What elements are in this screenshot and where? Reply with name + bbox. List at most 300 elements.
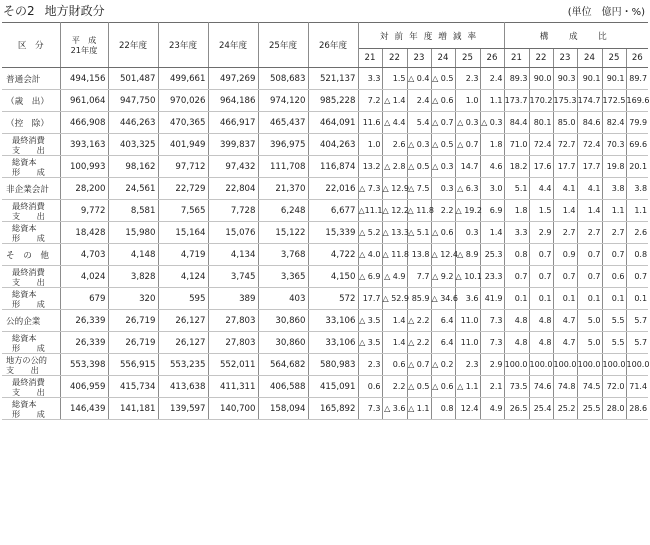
amount-cell: 24,561 xyxy=(108,178,158,200)
amount-cell: 3,745 xyxy=(208,266,258,288)
composition-cell: 5.0 xyxy=(577,310,602,332)
composition-cell: 169.6 xyxy=(626,90,648,112)
yoy-cell: 0.6 xyxy=(358,376,382,398)
amount-cell: 22,016 xyxy=(308,178,358,200)
composition-cell: 89.7 xyxy=(626,68,648,90)
composition-cell: 4.7 xyxy=(553,310,577,332)
yoy-year-header: 22 xyxy=(382,49,407,68)
amount-cell: 508,683 xyxy=(258,68,308,90)
amount-cell: 7,565 xyxy=(158,200,208,222)
composition-cell: 0.7 xyxy=(529,244,553,266)
table-row xyxy=(2,222,648,244)
composition-cell: 20.1 xyxy=(626,156,648,178)
heading-title: 地方財政分 xyxy=(44,4,105,18)
composition-cell: 100.0 xyxy=(602,354,626,376)
table-row xyxy=(2,288,648,310)
yoy-year-header: 23 xyxy=(407,49,431,68)
amount-cell: 97,712 xyxy=(158,156,208,178)
amount-cell: 466,917 xyxy=(208,112,258,134)
row-label: 地方の公的 支 出 xyxy=(2,354,60,376)
amount-cell: 3,828 xyxy=(108,266,158,288)
composition-cell: 73.5 xyxy=(504,376,529,398)
table-row xyxy=(2,178,648,200)
yoy-cell: △ 8.9 xyxy=(455,244,480,266)
row-label: 最終消費 支 出 xyxy=(2,200,60,222)
amount-cell: 393,163 xyxy=(60,134,108,156)
composition-cell: 5.5 xyxy=(602,332,626,354)
amount-cell: 6,248 xyxy=(258,200,308,222)
yoy-cell: 6.4 xyxy=(431,310,455,332)
yoy-cell: △ 34.6 xyxy=(431,288,455,310)
yoy-cell: △ 0.6 xyxy=(431,90,455,112)
yoy-cell: △ 12.4 xyxy=(431,244,455,266)
yoy-cell: △ 4.9 xyxy=(382,266,407,288)
composition-cell: 0.1 xyxy=(529,288,553,310)
composition-cell: 89.3 xyxy=(504,68,529,90)
composition-cell: 84.4 xyxy=(504,112,529,134)
composition-cell: 0.8 xyxy=(626,244,648,266)
amount-cell: 320 xyxy=(108,288,158,310)
yoy-cell: △ 1.1 xyxy=(407,398,431,420)
yoy-cell: 0.3 xyxy=(431,178,455,200)
amount-cell: 22,729 xyxy=(158,178,208,200)
yoy-cell: △ 0.7 xyxy=(455,134,480,156)
yoy-cell: 2.3 xyxy=(455,68,480,90)
yoy-cell: 12.4 xyxy=(455,398,480,420)
amount-cell: 580,983 xyxy=(308,354,358,376)
yoy-cell: 7.3 xyxy=(358,398,382,420)
amount-cell: 28,200 xyxy=(60,178,108,200)
composition-cell: 71.4 xyxy=(626,376,648,398)
composition-cell: 2.7 xyxy=(553,222,577,244)
year-header: 23年度 xyxy=(158,23,208,68)
amount-cell: 470,365 xyxy=(158,112,208,134)
amount-cell: 4,722 xyxy=(308,244,358,266)
amount-cell: 556,915 xyxy=(108,354,158,376)
amount-cell: 413,638 xyxy=(158,376,208,398)
amount-cell: 26,339 xyxy=(60,332,108,354)
table-row xyxy=(2,200,648,222)
table-row xyxy=(2,376,648,398)
yoy-cell: 3.3 xyxy=(358,68,382,90)
amount-cell: 15,122 xyxy=(258,222,308,244)
composition-cell: 19.8 xyxy=(602,156,626,178)
composition-cell: 0.1 xyxy=(504,288,529,310)
yoy-cell: 13.8 xyxy=(407,244,431,266)
table-heading xyxy=(3,2,105,19)
amount-cell: 501,487 xyxy=(108,68,158,90)
composition-cell: 4.1 xyxy=(553,178,577,200)
row-label: そ の 他 xyxy=(2,244,60,266)
composition-cell: 25.4 xyxy=(529,398,553,420)
table-row xyxy=(2,310,648,332)
amount-cell: 553,398 xyxy=(60,354,108,376)
row-label: 非企業会計 xyxy=(2,178,60,200)
composition-cell: 5.7 xyxy=(626,310,648,332)
amount-cell: 97,432 xyxy=(208,156,258,178)
composition-cell: 17.6 xyxy=(529,156,553,178)
composition-cell: 69.6 xyxy=(626,134,648,156)
composition-cell: 74.8 xyxy=(553,376,577,398)
yoy-cell: △11.1 xyxy=(358,200,382,222)
yoy-cell: 25.3 xyxy=(480,244,504,266)
table-row xyxy=(2,112,648,134)
yoy-cell: △ 0.5 xyxy=(431,68,455,90)
composition-cell: 172.5 xyxy=(602,90,626,112)
composition-cell: 4.8 xyxy=(529,310,553,332)
amount-cell: 116,874 xyxy=(308,156,358,178)
amount-cell: 26,339 xyxy=(60,310,108,332)
yoy-cell: △ 12.9 xyxy=(382,178,407,200)
yoy-cell: △ 1.4 xyxy=(382,90,407,112)
amount-cell: 411,311 xyxy=(208,376,258,398)
amount-cell: 985,228 xyxy=(308,90,358,112)
yoy-cell: △ 0.3 xyxy=(431,156,455,178)
yoy-cell: △ 2.8 xyxy=(382,156,407,178)
yoy-cell: 2.2 xyxy=(382,376,407,398)
row-label: 総資本 形 成 xyxy=(2,398,60,420)
composition-cell: 70.3 xyxy=(602,134,626,156)
yoy-cell: △ 52.9 xyxy=(382,288,407,310)
yoy-cell: △ 0.5 xyxy=(407,156,431,178)
amount-cell: 389 xyxy=(208,288,258,310)
amount-cell: 415,091 xyxy=(308,376,358,398)
composition-cell: 82.4 xyxy=(602,112,626,134)
yoy-cell: 11.0 xyxy=(455,310,480,332)
amount-cell: 4,703 xyxy=(60,244,108,266)
composition-cell: 5.7 xyxy=(626,332,648,354)
amount-cell: 27,803 xyxy=(208,310,258,332)
yoy-cell: 5.4 xyxy=(407,112,431,134)
yoy-cell: △ 0.3 xyxy=(407,134,431,156)
finance-table xyxy=(2,22,648,420)
amount-cell: 26,127 xyxy=(158,310,208,332)
yoy-cell: 2.4 xyxy=(480,68,504,90)
table-row xyxy=(2,134,648,156)
yoy-cell: △ 0.4 xyxy=(407,68,431,90)
amount-cell: 552,011 xyxy=(208,354,258,376)
composition-cell: 17.7 xyxy=(577,156,602,178)
yoy-cell: 0.6 xyxy=(382,354,407,376)
amount-cell: 553,235 xyxy=(158,354,208,376)
table-row xyxy=(2,398,648,420)
amount-cell: 140,700 xyxy=(208,398,258,420)
yoy-cell: △ 0.5 xyxy=(431,134,455,156)
composition-cell: 90.1 xyxy=(577,68,602,90)
composition-cell: 0.1 xyxy=(626,288,648,310)
amount-cell: 111,708 xyxy=(258,156,308,178)
composition-year-header: 26 xyxy=(626,49,648,68)
composition-cell: 74.5 xyxy=(577,376,602,398)
yoy-cell: △ 3.5 xyxy=(358,310,382,332)
table-row xyxy=(2,68,648,90)
composition-cell: 72.4 xyxy=(577,134,602,156)
amount-cell: 564,682 xyxy=(258,354,308,376)
yoy-cell: 7.3 xyxy=(480,332,504,354)
yoy-cell: 2.9 xyxy=(480,354,504,376)
composition-cell: 25.5 xyxy=(577,398,602,420)
yoy-cell: △ 0.6 xyxy=(431,222,455,244)
yoy-cell: △ 2.2 xyxy=(407,332,431,354)
amount-cell: 4,150 xyxy=(308,266,358,288)
yoy-cell: 1.4 xyxy=(382,310,407,332)
composition-cell: 80.1 xyxy=(529,112,553,134)
amount-cell: 30,860 xyxy=(258,310,308,332)
composition-cell: 100.0 xyxy=(529,354,553,376)
yoy-cell: 17.7 xyxy=(358,288,382,310)
amount-cell: 521,137 xyxy=(308,68,358,90)
yoy-cell: △ 0.3 xyxy=(480,112,504,134)
table-row xyxy=(2,266,648,288)
yoy-year-header: 21 xyxy=(358,49,382,68)
row-label: 最終消費 支 出 xyxy=(2,266,60,288)
amount-cell: 974,120 xyxy=(258,90,308,112)
yoy-cell: 2.6 xyxy=(382,134,407,156)
yoy-cell: 1.1 xyxy=(480,90,504,112)
amount-cell: 396,975 xyxy=(258,134,308,156)
amount-cell: 139,597 xyxy=(158,398,208,420)
year-header: 平 成 21年度 xyxy=(60,23,108,68)
composition-cell: 2.6 xyxy=(626,222,648,244)
amount-cell: 9,772 xyxy=(60,200,108,222)
amount-cell: 494,156 xyxy=(60,68,108,90)
composition-cell: 3.8 xyxy=(602,178,626,200)
composition-cell: 5.0 xyxy=(577,332,602,354)
composition-cell: 72.4 xyxy=(529,134,553,156)
composition-group-header: 構 成 比 xyxy=(504,23,648,49)
composition-cell: 4.8 xyxy=(504,332,529,354)
yoy-cell: 7.3 xyxy=(480,310,504,332)
yoy-cell: 0.3 xyxy=(455,222,480,244)
amount-cell: 4,124 xyxy=(158,266,208,288)
yoy-cell: 2.2 xyxy=(431,200,455,222)
composition-cell: 2.7 xyxy=(602,222,626,244)
row-label: 総資本 形 成 xyxy=(2,222,60,244)
composition-cell: 0.6 xyxy=(602,266,626,288)
amount-cell: 499,661 xyxy=(158,68,208,90)
amount-cell: 7,728 xyxy=(208,200,258,222)
yoy-cell: △ 4.4 xyxy=(382,112,407,134)
composition-year-header: 22 xyxy=(529,49,553,68)
composition-cell: 170.2 xyxy=(529,90,553,112)
amount-cell: 403 xyxy=(258,288,308,310)
composition-cell: 1.4 xyxy=(577,200,602,222)
amount-cell: 399,837 xyxy=(208,134,258,156)
row-label: 総資本 形 成 xyxy=(2,288,60,310)
amount-cell: 964,186 xyxy=(208,90,258,112)
composition-cell: 5.5 xyxy=(602,310,626,332)
year-header: 26年度 xyxy=(308,23,358,68)
composition-cell: 0.7 xyxy=(602,244,626,266)
yoy-cell: △ 1.1 xyxy=(455,376,480,398)
row-label: 公的企業 xyxy=(2,310,60,332)
year-header: 22年度 xyxy=(108,23,158,68)
amount-cell: 4,148 xyxy=(108,244,158,266)
composition-cell: 72.7 xyxy=(553,134,577,156)
yoy-cell: △ 10.1 xyxy=(455,266,480,288)
yoy-cell: △ 0.3 xyxy=(455,112,480,134)
composition-cell: 74.6 xyxy=(529,376,553,398)
yoy-cell: △ 19.2 xyxy=(455,200,480,222)
yoy-cell: △ 3.6 xyxy=(382,398,407,420)
yoy-cell: 1.4 xyxy=(480,222,504,244)
composition-cell: 90.3 xyxy=(553,68,577,90)
yoy-year-header: 25 xyxy=(455,49,480,68)
table-row xyxy=(2,332,648,354)
composition-year-header: 24 xyxy=(577,49,602,68)
composition-cell: 0.8 xyxy=(504,244,529,266)
composition-cell: 100.0 xyxy=(553,354,577,376)
amount-cell: 446,263 xyxy=(108,112,158,134)
year-header: 24年度 xyxy=(208,23,258,68)
row-label: 総資本 形 成 xyxy=(2,332,60,354)
composition-cell: 173.7 xyxy=(504,90,529,112)
composition-cell: 0.7 xyxy=(553,266,577,288)
amount-cell: 158,094 xyxy=(258,398,308,420)
table-row xyxy=(2,354,648,376)
yoy-cell: △ 9.2 xyxy=(431,266,455,288)
composition-cell: 4.1 xyxy=(577,178,602,200)
row-label: （控 除） xyxy=(2,112,60,134)
amount-cell: 406,588 xyxy=(258,376,308,398)
composition-cell: 0.1 xyxy=(602,288,626,310)
yoy-cell: 1.4 xyxy=(382,332,407,354)
amount-cell: 30,860 xyxy=(258,332,308,354)
yoy-cell: 2.3 xyxy=(455,354,480,376)
yoy-cell: 6.4 xyxy=(431,332,455,354)
amount-cell: 98,162 xyxy=(108,156,158,178)
row-label: （歳 出） xyxy=(2,90,60,112)
yoy-cell: △ 3.5 xyxy=(358,332,382,354)
composition-year-header: 21 xyxy=(504,49,529,68)
amount-cell: 415,734 xyxy=(108,376,158,398)
row-label: 最終消費 支 出 xyxy=(2,134,60,156)
amount-cell: 15,076 xyxy=(208,222,258,244)
yoy-cell: △ 6.3 xyxy=(455,178,480,200)
table-row xyxy=(2,156,648,178)
composition-cell: 0.1 xyxy=(577,288,602,310)
amount-cell: 15,164 xyxy=(158,222,208,244)
amount-cell: 26,127 xyxy=(158,332,208,354)
yoy-cell: △ 4.0 xyxy=(358,244,382,266)
table-row xyxy=(2,90,648,112)
composition-cell: 1.4 xyxy=(553,200,577,222)
yoy-cell: △ 0.6 xyxy=(431,376,455,398)
row-label: 普通会計 xyxy=(2,68,60,90)
yoy-cell: △ 6.9 xyxy=(358,266,382,288)
composition-cell: 4.8 xyxy=(504,310,529,332)
composition-cell: 28.6 xyxy=(626,398,648,420)
yoy-cell: 1.5 xyxy=(382,68,407,90)
amount-cell: 26,719 xyxy=(108,310,158,332)
composition-cell: 90.0 xyxy=(529,68,553,90)
composition-cell: 0.7 xyxy=(577,244,602,266)
composition-cell: 72.0 xyxy=(602,376,626,398)
amount-cell: 466,908 xyxy=(60,112,108,134)
yoy-cell: 7.7 xyxy=(407,266,431,288)
composition-cell: 174.7 xyxy=(577,90,602,112)
amount-cell: 947,750 xyxy=(108,90,158,112)
yoy-cell: 2.1 xyxy=(480,376,504,398)
amount-cell: 26,719 xyxy=(108,332,158,354)
yoy-cell: △ 7.5 xyxy=(407,178,431,200)
yoy-cell: 11.6 xyxy=(358,112,382,134)
composition-cell: 18.2 xyxy=(504,156,529,178)
yoy-cell: 11.0 xyxy=(455,332,480,354)
amount-cell: 679 xyxy=(60,288,108,310)
amount-cell: 3,768 xyxy=(258,244,308,266)
composition-cell: 0.1 xyxy=(553,288,577,310)
amount-cell: 970,026 xyxy=(158,90,208,112)
composition-cell: 71.0 xyxy=(504,134,529,156)
amount-cell: 146,439 xyxy=(60,398,108,420)
amount-cell: 27,803 xyxy=(208,332,258,354)
amount-cell: 497,269 xyxy=(208,68,258,90)
yoy-cell: 85.9 xyxy=(407,288,431,310)
yoy-cell: 0.8 xyxy=(431,398,455,420)
yoy-cell: 3.0 xyxy=(480,178,504,200)
yoy-cell: △ 13.3 xyxy=(382,222,407,244)
amount-cell: 401,949 xyxy=(158,134,208,156)
composition-cell: 100.0 xyxy=(577,354,602,376)
composition-cell: 175.3 xyxy=(553,90,577,112)
yoy-cell: △ 0.5 xyxy=(407,376,431,398)
composition-cell: 25.2 xyxy=(553,398,577,420)
category-header: 区 分 xyxy=(2,23,60,68)
amount-cell: 572 xyxy=(308,288,358,310)
amount-cell: 21,370 xyxy=(258,178,308,200)
yoy-cell: △ 0.2 xyxy=(431,354,455,376)
yoy-year-header: 26 xyxy=(480,49,504,68)
composition-cell: 17.7 xyxy=(553,156,577,178)
composition-cell: 1.5 xyxy=(529,200,553,222)
yoy-cell: △ 5.2 xyxy=(358,222,382,244)
amount-cell: 141,181 xyxy=(108,398,158,420)
composition-cell: 0.9 xyxy=(553,244,577,266)
composition-cell: 28.0 xyxy=(602,398,626,420)
composition-cell: 0.7 xyxy=(577,266,602,288)
heading-number: その2 xyxy=(3,4,35,18)
yoy-cell: 7.2 xyxy=(358,90,382,112)
amount-cell: 465,437 xyxy=(258,112,308,134)
composition-cell: 4.4 xyxy=(529,178,553,200)
yoy-cell: △ 11.8 xyxy=(407,200,431,222)
yoy-cell: 23.3 xyxy=(480,266,504,288)
amount-cell: 464,091 xyxy=(308,112,358,134)
composition-cell: 2.7 xyxy=(577,222,602,244)
composition-cell: 1.1 xyxy=(602,200,626,222)
yoy-cell: △ 0.7 xyxy=(431,112,455,134)
amount-cell: 100,993 xyxy=(60,156,108,178)
table-row xyxy=(2,244,648,266)
composition-cell: 1.8 xyxy=(504,200,529,222)
yoy-cell: △ 7.3 xyxy=(358,178,382,200)
amount-cell: 4,719 xyxy=(158,244,208,266)
yoy-cell: △ 11.8 xyxy=(382,244,407,266)
amount-cell: 403,325 xyxy=(108,134,158,156)
composition-cell: 4.7 xyxy=(553,332,577,354)
composition-cell: 0.7 xyxy=(504,266,529,288)
amount-cell: 165,892 xyxy=(308,398,358,420)
composition-cell: 4.8 xyxy=(529,332,553,354)
yoy-cell: 2.4 xyxy=(407,90,431,112)
amount-cell: 961,064 xyxy=(60,90,108,112)
yoy-cell: 1.8 xyxy=(480,134,504,156)
amount-cell: 6,677 xyxy=(308,200,358,222)
yoy-cell: 1.0 xyxy=(455,90,480,112)
composition-cell: 85.0 xyxy=(553,112,577,134)
yoy-cell: 4.9 xyxy=(480,398,504,420)
